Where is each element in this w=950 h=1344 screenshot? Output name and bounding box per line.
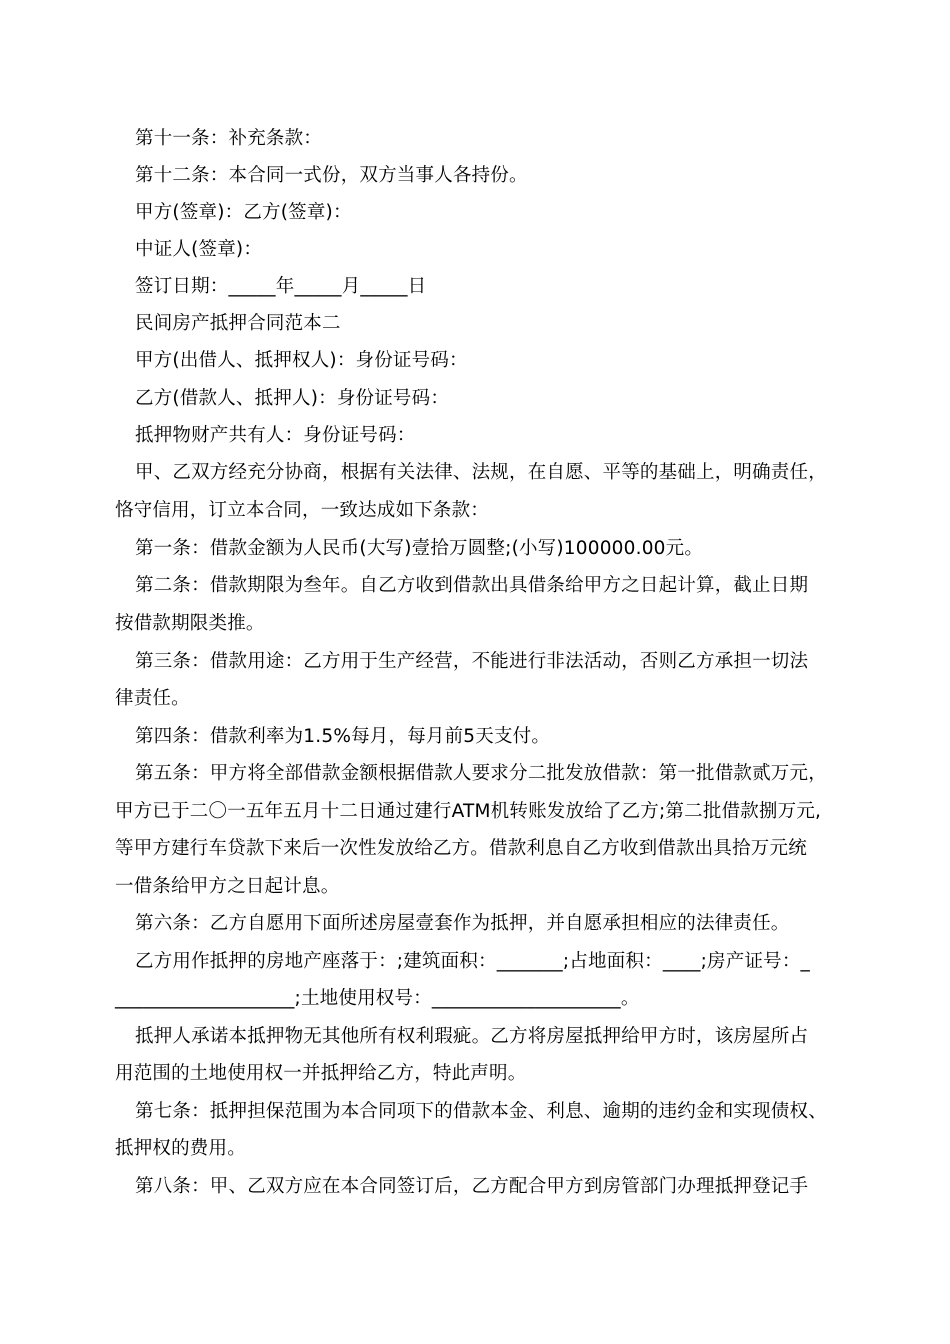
article-3-line-2: 律责任。 — [115, 688, 190, 709]
article-5-line-4: 一借条给甲方之日起计息。 — [115, 876, 340, 897]
property-details-line-2: ___________________;土地使用权号：____________________。 — [115, 988, 640, 1009]
article-4: 第四条：借款利率为1.5%每月，每月前5天支付。 — [135, 726, 551, 747]
article-2-line-1: 第二条：借款期限为叁年。自乙方收到借款出具借条给甲方之日起计算，截止日期 — [135, 575, 809, 596]
section-title: 民间房产抵押合同范本二 — [135, 313, 341, 334]
party-b: 乙方(借款人、抵押人)：身份证号码： — [135, 388, 450, 409]
mortgagor-statement-line-1: 抵押人承诺本抵押物无其他所有权利瑕疵。乙方将房屋抵押给甲方时，该房屋所占 — [135, 1026, 809, 1047]
clause-12: 第十二条：本合同一式份，双方当事人各持份。 — [135, 165, 528, 186]
article-6: 第六条：乙方自愿用下面所述房屋壹套作为抵押，并自愿承担相应的法律责任。 — [135, 913, 790, 934]
preamble-line-2: 恪守信用，订立本合同，一致达成如下条款： — [115, 500, 490, 521]
mortgagor-statement-line-2: 用范围的土地使用权一并抵押给乙方，特此声明。 — [115, 1063, 527, 1084]
article-7-line-2: 抵押权的费用。 — [115, 1138, 246, 1159]
co-owner: 抵押物财产共有人：身份证号码： — [135, 425, 416, 446]
article-5-line-1: 第五条：甲方将全部借款金额根据借款人要求分二批发放借款：第一批借款贰万元， — [135, 763, 827, 784]
article-3-line-1: 第三条：借款用途：乙方用于生产经营，不能进行非法活动，否则乙方承担一切法 — [135, 651, 809, 672]
signing-date: 签订日期：_____年_____月_____日 — [135, 276, 427, 297]
article-5-line-3: 等甲方建行车贷款下来后一次性发放给乙方。借款利息自乙方收到借款出具拾万元统 — [115, 838, 807, 859]
article-8-line-1: 第八条：甲、乙双方应在本合同签订后，乙方配合甲方到房管部门办理抵押登记手 — [135, 1176, 809, 1197]
article-2-line-2: 按借款期限类推。 — [115, 613, 265, 634]
article-7-line-1: 第七条：抵押担保范围为本合同项下的借款本金、利息、逾期的违约金和实现债权、 — [135, 1101, 827, 1122]
signature-witness: 中证人(签章)： — [135, 239, 263, 260]
article-1: 第一条：借款金额为人民币(大写)壹拾万圆整;(小写)100000.00元。 — [135, 538, 704, 559]
party-a: 甲方(出借人、抵押权人)：身份证号码： — [135, 350, 468, 371]
article-5-line-2: 甲方已于二〇一五年五月十二日通过建行ATM机转账发放给了乙方;第二批借款捌万元, — [115, 801, 822, 822]
signature-parties: 甲方(签章)：乙方(签章)： — [135, 202, 352, 223]
preamble-line-1: 甲、乙双方经充分协商，根据有关法律、法规，在自愿、平等的基础上，明确责任， — [135, 462, 827, 483]
clause-11: 第十一条：补充条款： — [135, 128, 323, 149]
property-details-line-1: 乙方用作抵押的房地产座落于：;建筑面积：_______;占地面积：____;房产证号：_ — [135, 951, 811, 972]
